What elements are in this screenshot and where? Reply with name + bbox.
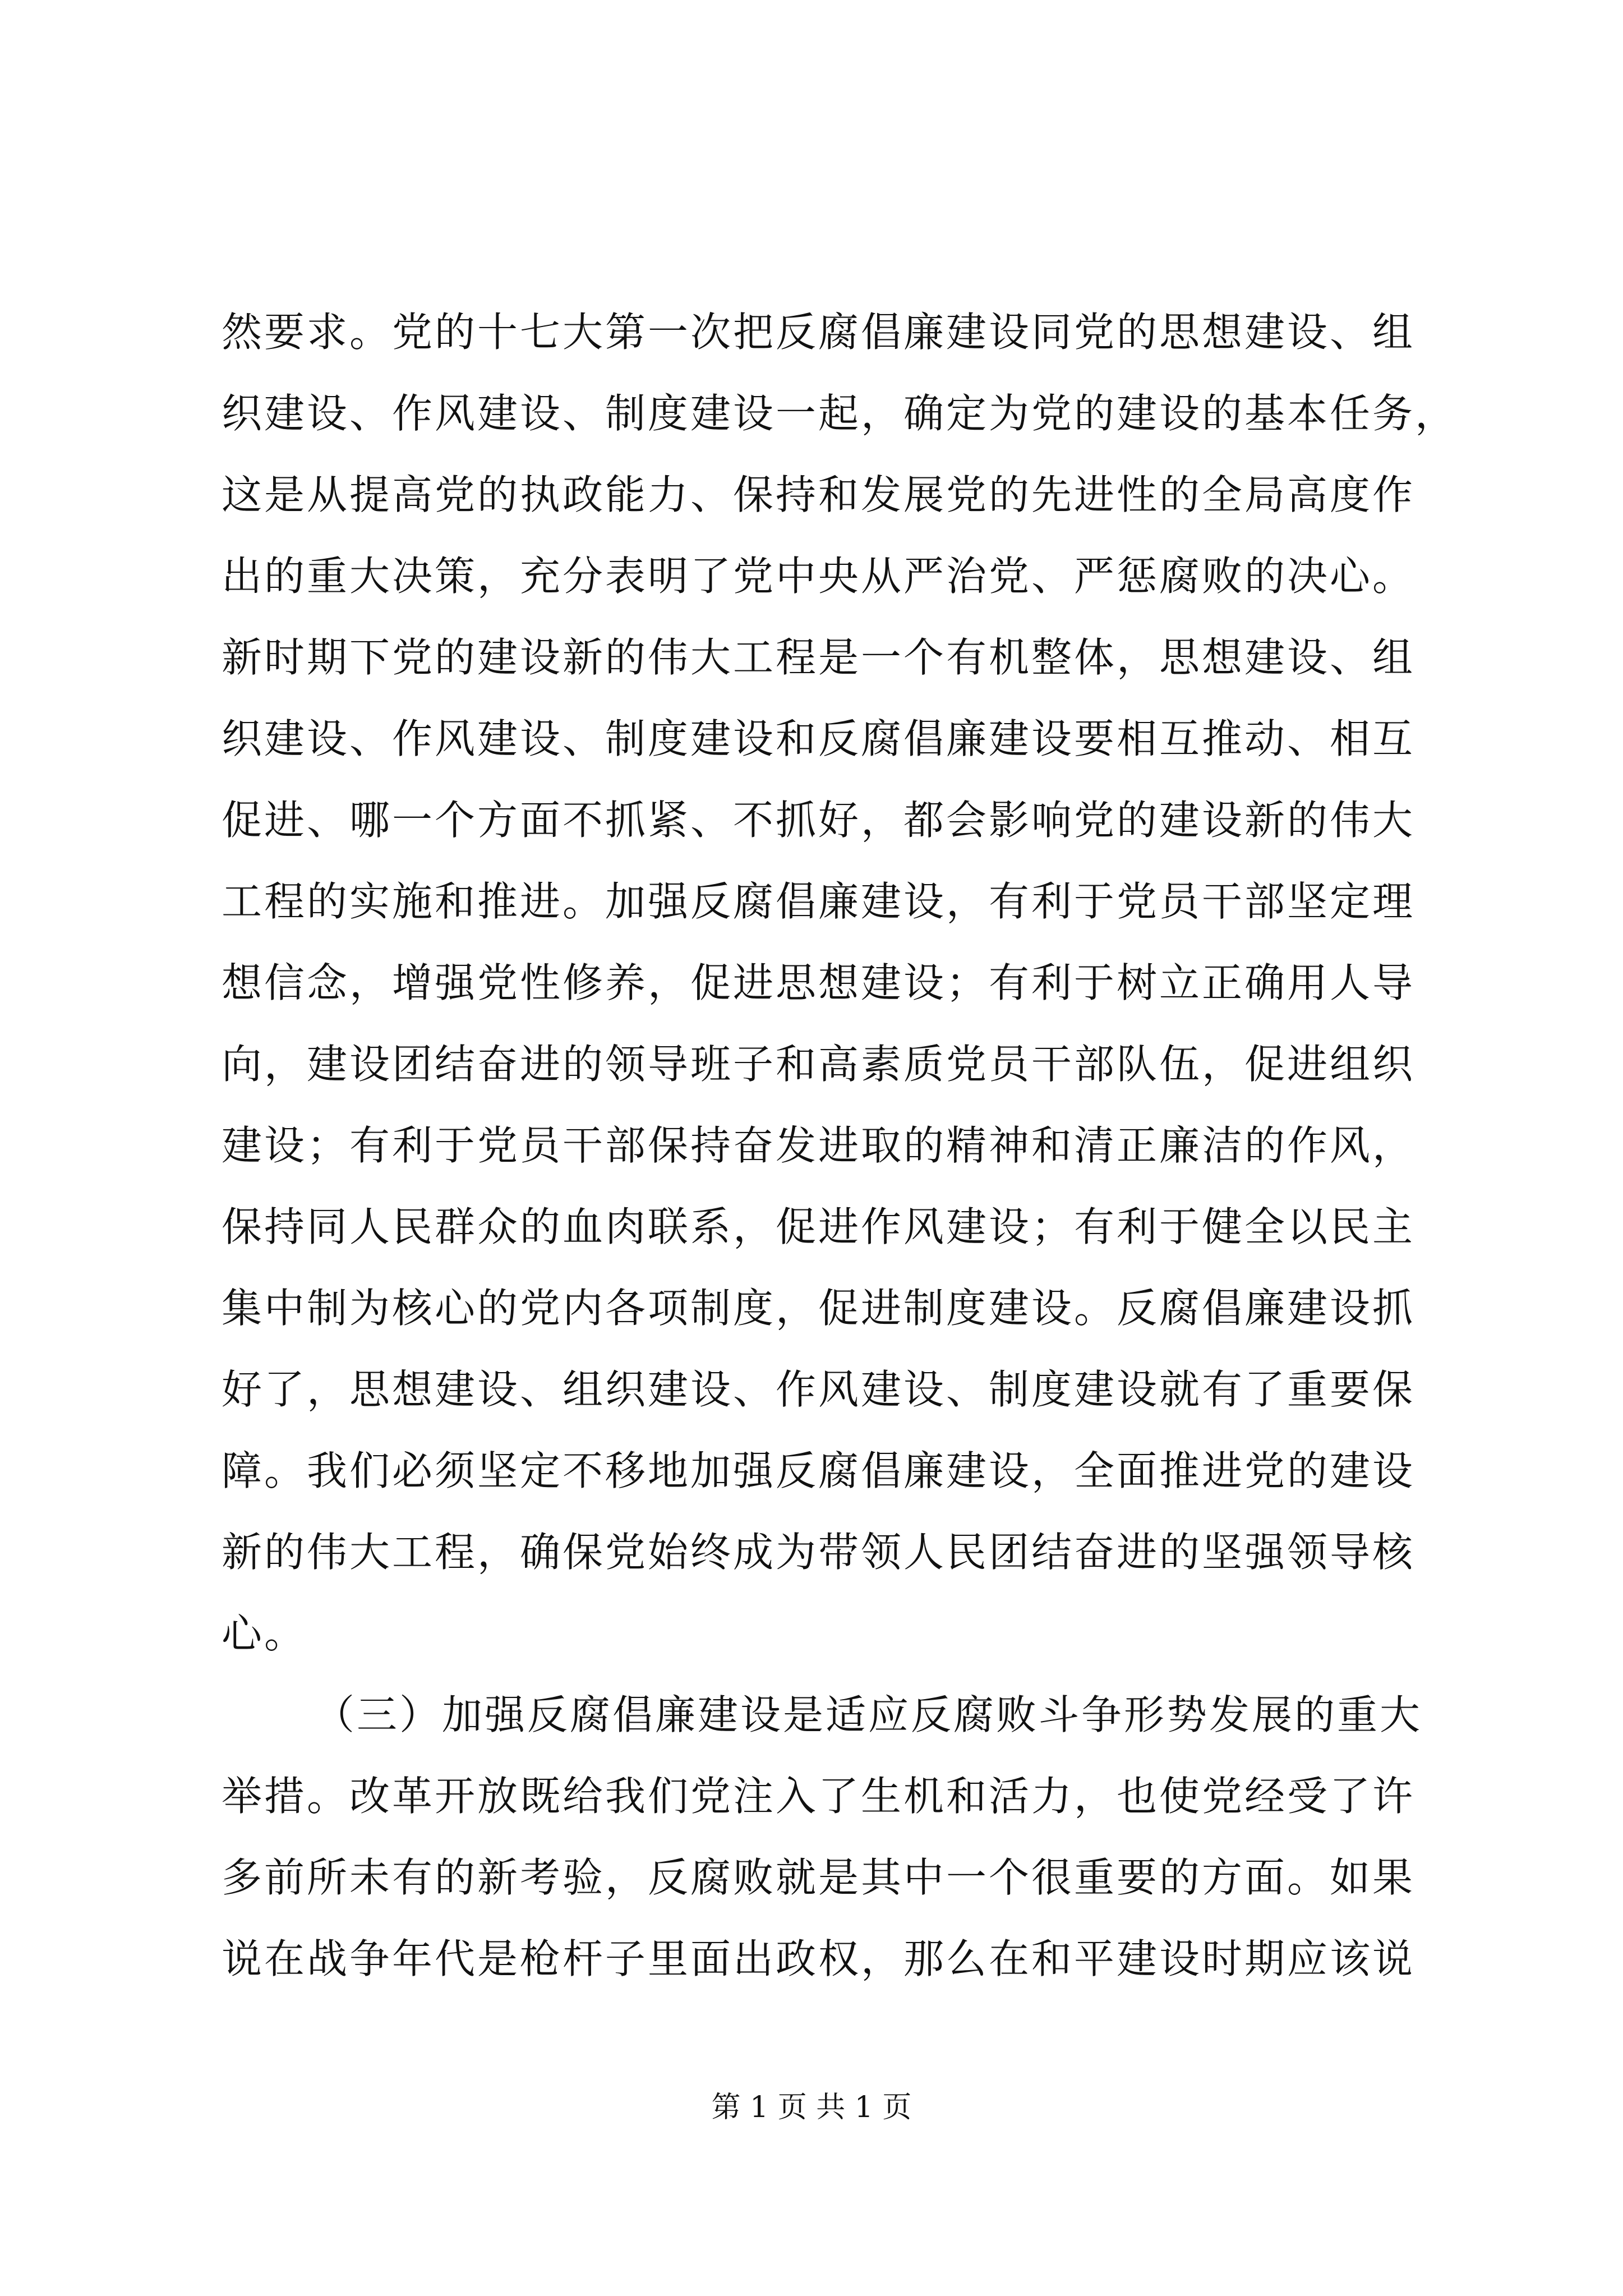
text-line: 然要求。党的十七大第一次把反腐倡廉建设同党的思想建设、组 [222, 309, 1415, 356]
text-line: 新时期下党的建设新的伟大工程是一个有机整体，思想建设、组 [222, 634, 1415, 681]
text-line: 织建设、作风建设、制度建设一起，确定为党的建设的基本任务， [222, 390, 1458, 437]
text-line: 举措。改革开放既给我们党注入了生机和活力，也使党经受了许 [222, 1773, 1415, 1820]
text-line: 心。 [222, 1610, 307, 1657]
text-line: 织建设、作风建设、制度建设和反腐倡廉建设要相互推动、相互 [222, 715, 1415, 762]
section-heading-line: （三）加强反腐倡廉建设是适应反腐败斗争形势发展的重大 [314, 1691, 1423, 1738]
text-line: 工程的实施和推进。加强反腐倡廉建设，有利于党员干部坚定理 [222, 878, 1415, 925]
body-text [222, 292, 1458, 2000]
text-line: 向，建设团结奋进的领导班子和高素质党员干部队伍，促进组织 [222, 1041, 1415, 1088]
text-line: 出的重大决策，充分表明了党中央从严治党、严惩腐败的决心。 [222, 553, 1415, 600]
text-line: 说在战争年代是枪杆子里面出政权，那么在和平建设时期应该说 [222, 1935, 1415, 1982]
text-line: 促进、哪一个方面不抓紧、不抓好，都会影响党的建设新的伟大 [222, 797, 1415, 844]
text-line: 集中制为核心的党内各项制度，促进制度建设。反腐倡廉建设抓 [222, 1285, 1415, 1332]
text-line: 保持同人民群众的血肉联系，促进作风建设；有利于健全以民主 [222, 1203, 1415, 1250]
text-line: 好了，思想建设、组织建设、作风建设、制度建设就有了重要保 [222, 1366, 1415, 1413]
page-footer: 第 1 页 共 1 页 [711, 2091, 912, 2124]
text-line: 建设；有利于党员干部保持奋发进取的精神和清正廉洁的作风， [222, 1122, 1415, 1169]
text-line: 障。我们必须坚定不移地加强反腐倡廉建设，全面推进党的建设 [222, 1447, 1415, 1494]
text-line: 这是从提高党的执政能力、保持和发展党的先进性的全局高度作 [222, 471, 1415, 518]
text-line: 新的伟大工程，确保党始终成为带领人民团结奋进的坚强领导核 [222, 1529, 1415, 1576]
text-line: 想信念，增强党性修养，促进思想建设；有利于树立正确用人导 [222, 959, 1415, 1006]
text-line: 多前所未有的新考验，反腐败就是其中一个很重要的方面。如果 [222, 1854, 1415, 1901]
